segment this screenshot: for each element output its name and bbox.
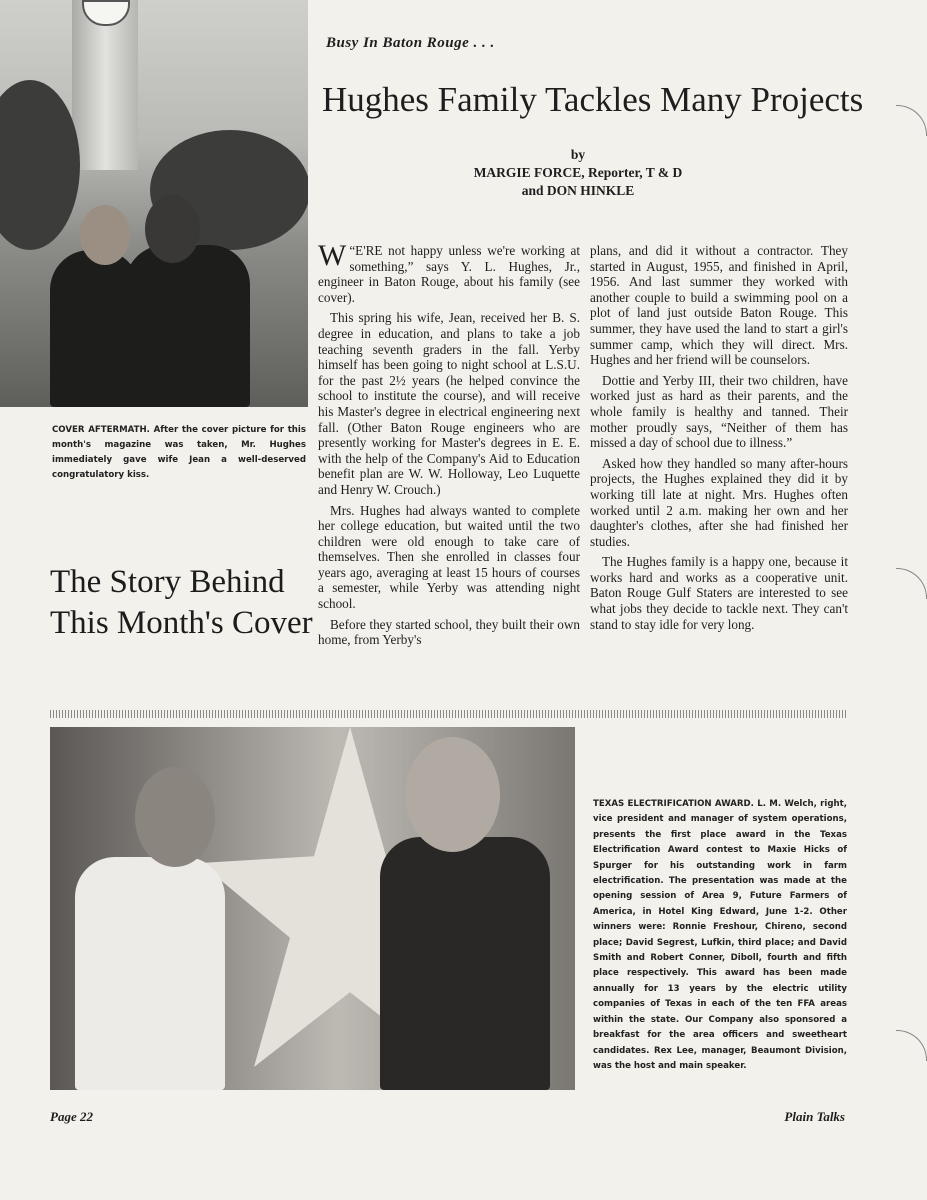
cover-aftermath-photo [0, 0, 308, 407]
man-head [405, 737, 500, 852]
man-head [145, 195, 200, 263]
headline: Hughes Family Tackles Many Projects [322, 80, 864, 119]
article-paragraph: The Hughes family is a happy one, because it works hard and works as a cooperative unit. Baton Rouge Gulf Staters are interested to see what jobs they decide to tackle next. They can't stand to stay idle for very long. [590, 554, 848, 632]
story-title-line1: The Story Behind [50, 564, 285, 600]
article-paragraph: Asked how they handled so many after-hours projects, the Hughes explained they did it by working till late at night. Mrs. Hughes often worked until 2 a.m. making her own and her daughter's clothes, after she had finished her studies. [590, 455, 848, 549]
story-title [50, 562, 320, 644]
article-column-1 [318, 239, 580, 653]
article-paragraph: W “E'RE not happy unless we're working at something,” says Y. L. Hughes, Jr., engineer in Baton Rouge, about his family (see cover). [318, 239, 580, 305]
cover-caption: COVER AFTERMATH. After the cover picture for this month's magazine was taken, Mr. Hughes immediately gave wife Jean a well-deserved congratulatory kiss. [52, 425, 306, 480]
woman-head [80, 205, 130, 265]
boy-figure [75, 857, 225, 1090]
boy-head [135, 767, 215, 867]
man-figure [125, 245, 250, 407]
article-paragraph: Before they started school, they built their own home, from Yerby's [318, 616, 580, 648]
tree [0, 80, 80, 250]
award-caption: TEXAS ELECTRIFICATION AWARD. L. M. Welch, right, vice president and manager of system operations, presents the first place award in the Texas Electrification Award contest to Maxie Hicks of Spurger for his outstanding work in farm electrification. The presentation was made at the opening session of Area 9, Future Farmers of America, in Hotel King Edward, June 1-2. Other winners were: Ronnie Freshour, Chireno, second place; David Segrest, Lufkin, third place; and David Smith and Robert Conner, Diboll, fourth and fifth place respectively. This award has been made annually for 13 years by the electric utility companies of Texas in each of the ten FFA areas within the state. Our Company also sponsored a breakfast for the area officers and sweetheart candidates. Rex Lee, manager, Beaumont Division, was the host and main speaker. [593, 799, 847, 1071]
article-paragraph: plans, and did it without a contractor. They started in August, 1955, and finished in April, 1956. And last summer they worked with another couple to build a swimming pool on a plot of land just outside Baton Rouge. This summer, they have used the land to start a girl's summer camp, which they will direct. Mrs. Hughes and her friend will be counselors. [590, 243, 848, 368]
binder-hole-mark [896, 1030, 927, 1061]
byline-line2: and DON HINKLE [521, 183, 635, 198]
article-column-2 [590, 243, 848, 637]
byline-by: by [570, 147, 586, 162]
byline-line1: MARGIE FORCE, Reporter, T & D [473, 165, 683, 180]
binder-hole-mark [896, 105, 927, 136]
magazine-name: Plain Talks [784, 1109, 845, 1124]
article-paragraph: Dottie and Yerby III, their two children, have worked just as hard as their parents, and the whole family is healthy and tanned. Their mother proudly says, “Neither of them has missed a day of school due to illness.” [590, 372, 848, 451]
story-title-line2: This Month's Cover [50, 605, 313, 641]
drop-cap: W [318, 239, 347, 272]
article-paragraph: Mrs. Hughes had always wanted to complete her college education, but waited until the two children were old enough to take care of themselves. Then she enrolled in classes four years ago, averaging at least 15 hours of courses a semester, while Yerby was attending night school. [318, 502, 580, 612]
kicker: Busy In Baton Rouge . . . [326, 35, 495, 51]
decorative-divider [50, 710, 848, 718]
binder-hole-mark [896, 568, 927, 599]
award-presentation-photo [50, 727, 575, 1090]
page-number: Page 22 [50, 1109, 93, 1124]
article-paragraph: This spring his wife, Jean, received her B. S. degree in education, and plans to take a job teaching seventh graders in the fall. Yerby himself has been going to night school at L.S.U. for the past 2½ years (he helped convince the school to institute the course), and will receive his Master's degree in electrical engineering next fall. (Other Baton Rouge engineers who are presently working for Master's degrees in E. E. with the help of the Company's Aid to Education benefit plan are W. W. Holloway, Leo Luquette and Henry W. Crouch.) [318, 310, 580, 497]
man-figure [380, 837, 550, 1090]
byline [420, 146, 736, 200]
